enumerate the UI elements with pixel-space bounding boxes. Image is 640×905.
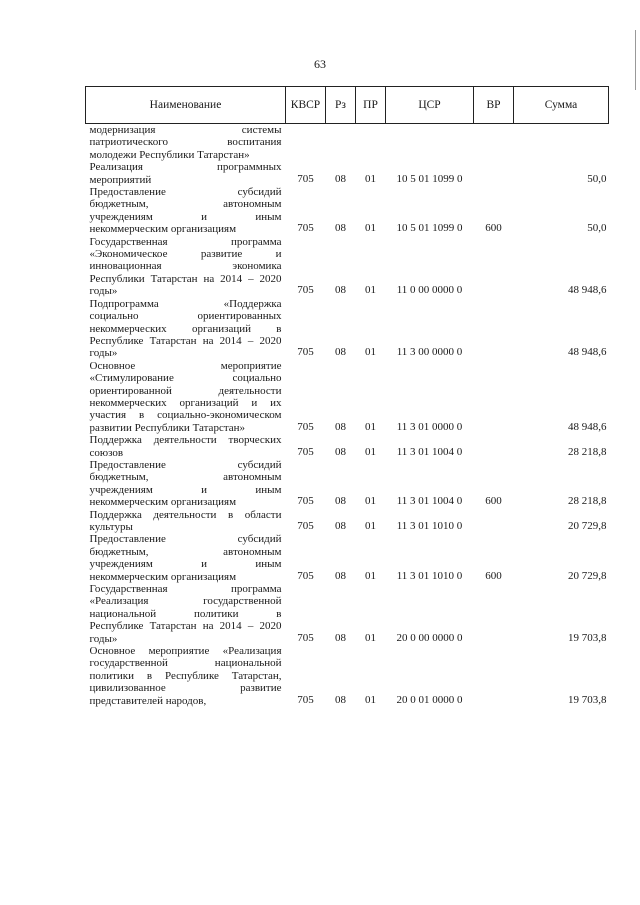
row-csr: 11 0 00 0000 0 [396,284,463,297]
row-vr: 600 [485,569,502,582]
row-kvsr: 705 [297,631,314,644]
row-name-line: Основное мероприятие «Реализация [89,645,282,658]
row-name-line: культуры [89,521,133,533]
row-name-line: годы» [89,285,118,298]
row-name-line: учреждениям и иным [89,483,282,496]
row-pr: 01 [365,520,376,532]
row-rz: 08 [335,222,346,235]
row-name-line: некоммерческим организациям [89,496,237,509]
row-kvsr: 705 [297,172,314,185]
row-sum: 48 948,6 [568,346,607,359]
row-vr [474,645,514,707]
row-name-line: Предоставление субсидий [89,458,282,471]
row-name-line: годы» [89,347,118,360]
row-rz: 08 [335,172,346,185]
row-name [86,645,286,707]
row-pr: 01 [365,631,376,644]
table-header [86,87,609,124]
row-name-line: участия в социально-экономическом [89,409,282,422]
row-csr: 11 3 01 1004 0 [396,445,463,458]
row-name [86,434,286,459]
table-row [86,533,609,583]
row-pr [356,124,386,162]
row-name-line: модернизация системы [89,124,282,136]
row-name-line: Республике Татарстан на 2014 – 2020 [89,620,282,633]
page-edge-mark [633,30,636,90]
row-name-line: Основное мероприятие [89,359,282,372]
row-rz: 08 [335,420,346,433]
table-row [86,509,609,534]
row-kvsr: 705 [297,420,314,433]
row-rz: 08 [335,631,346,644]
row-kvsr: 705 [297,284,314,297]
table-row [86,161,609,186]
row-pr: 01 [365,420,376,433]
row-kvsr: 705 [297,495,314,508]
row-name-line: национальной политики в [89,607,282,620]
table-body [86,124,609,708]
row-csr: 10 5 01 1099 0 [396,222,463,235]
row-name-line: Поддержка деятельности творческих [89,434,282,447]
row-pr: 01 [365,172,376,185]
row-pr: 01 [365,495,376,508]
row-sum: 50,0 [587,172,607,185]
header-sum: Сумма [514,87,609,124]
row-vr [474,298,514,360]
row-name-line: представителей народов, [89,694,207,707]
row-vr [474,236,514,298]
row-name-line: ориентированной деятельности [89,384,282,397]
row-name-line: Реализация программных [89,161,282,174]
row-name-line: Поддержка деятельности в области [89,508,282,521]
row-pr: 01 [365,284,376,297]
row-sum: 28 218,8 [568,445,607,458]
row-name-line: молодежи Республики Татарстан» [89,148,250,161]
table-row [86,645,609,707]
row-name-line: некоммерческим организациям [89,223,237,236]
row-csr [386,124,474,162]
row-name-line: бюджетным, автономным [89,198,282,211]
row-kvsr: 705 [297,693,314,706]
row-name-line: некоммерческим организациям [89,570,237,583]
row-name-line: некоммерческих организаций в [89,322,282,335]
table-row [86,459,609,509]
header-name: Наименование [86,87,286,124]
row-csr: 20 0 00 0000 0 [396,631,463,644]
row-name-line: некоммерческих организаций и их [89,396,282,409]
table-row [86,434,609,459]
row-name [86,459,286,509]
row-vr [474,161,514,186]
row-rz: 08 [335,445,346,458]
row-name-line: бюджетным, автономным [89,471,282,484]
header-vr: ВР [474,87,514,124]
row-name-line: Государственная программа [89,235,282,248]
row-sum: 20 729,8 [568,569,607,582]
row-csr: 11 3 00 0000 0 [396,346,463,359]
row-name-line: «Стимулирование социально [89,372,282,385]
row-name-line: учреждениям и иным [89,558,282,571]
row-vr [474,434,514,459]
row-sum: 19 703,8 [568,631,607,644]
row-csr: 11 3 01 1004 0 [396,495,463,508]
row-name-line: Подпрограмма «Поддержка [89,297,282,310]
row-kvsr: 705 [297,445,314,458]
row-name-line: патриотического воспитания [89,136,282,149]
row-rz: 08 [335,346,346,359]
row-rz: 08 [335,284,346,297]
row-rz: 08 [335,569,346,582]
row-csr: 11 3 01 1010 0 [396,569,463,582]
row-name-line: бюджетным, автономным [89,545,282,558]
header-csr: ЦСР [386,87,474,124]
row-vr: 600 [485,222,502,235]
row-name [86,533,286,583]
row-name-line: Предоставление субсидий [89,533,282,546]
budget-table-container [85,86,608,707]
row-name-line: Государственная программа [89,583,282,596]
row-csr: 11 3 01 1010 0 [396,520,463,532]
row-kvsr: 705 [297,222,314,235]
row-name-line: Республики Татарстан на 2014 – 2020 [89,272,282,285]
row-name [86,161,286,186]
row-name-line: Предоставление субсидий [89,186,282,199]
row-name-line: «Реализация государственной [89,595,282,608]
row-vr [474,360,514,434]
row-name-line: социально ориентированных [89,310,282,323]
header-rz: Рз [326,87,356,124]
row-name-line: государственной национальной [89,657,282,670]
row-sum [514,124,609,162]
row-csr: 11 3 01 0000 0 [396,420,463,433]
row-kvsr: 705 [297,569,314,582]
row-sum: 19 703,8 [568,693,607,706]
page-number: 63 [314,57,326,71]
table-row [86,298,609,360]
row-vr [474,509,514,534]
row-rz: 08 [335,693,346,706]
row-name-line: политики в Республике Татарстан, [89,669,282,682]
table-row [86,186,609,236]
row-name [86,360,286,434]
row-sum: 28 218,8 [568,495,607,508]
row-name [86,124,286,162]
row-kvsr [286,124,326,162]
row-name-line: союзов [89,446,124,459]
row-csr: 10 5 01 1099 0 [396,172,463,185]
budget-table [85,86,609,707]
row-rz: 08 [335,495,346,508]
row-vr [474,583,514,645]
row-sum: 48 948,6 [568,284,607,297]
row-name-line: Республике Татарстан на 2014 – 2020 [89,334,282,347]
row-rz [326,124,356,162]
row-rz: 08 [335,520,346,532]
row-name-line: цивилизованное развитие [89,682,282,695]
row-pr: 01 [365,346,376,359]
row-name [86,236,286,298]
row-name [86,186,286,236]
row-vr: 600 [485,495,502,508]
row-vr [474,124,514,162]
row-name-line: мероприятий [89,173,152,186]
table-row [86,360,609,434]
row-csr: 20 0 01 0000 0 [396,693,463,706]
row-name-line: инновационная экономика [89,260,282,273]
table-row [86,124,609,162]
row-pr: 01 [365,222,376,235]
row-name [86,583,286,645]
row-pr: 01 [365,445,376,458]
row-name-line: годы» [89,632,118,645]
row-name-line: развитии Республики Татарстан» [89,421,246,434]
row-name-line: учреждениям и иным [89,210,282,223]
row-kvsr: 705 [297,520,314,532]
row-name-line: «Экономическое развитие и [89,248,282,261]
table-row [86,236,609,298]
row-name [86,298,286,360]
row-sum: 50,0 [587,222,607,235]
table-row [86,583,609,645]
row-sum: 48 948,6 [568,420,607,433]
row-sum: 20 729,8 [568,520,607,532]
row-name [86,509,286,534]
header-pr: ПР [356,87,386,124]
row-pr: 01 [365,569,376,582]
header-kvsr: КВСР [286,87,326,124]
row-pr: 01 [365,693,376,706]
row-kvsr: 705 [297,346,314,359]
